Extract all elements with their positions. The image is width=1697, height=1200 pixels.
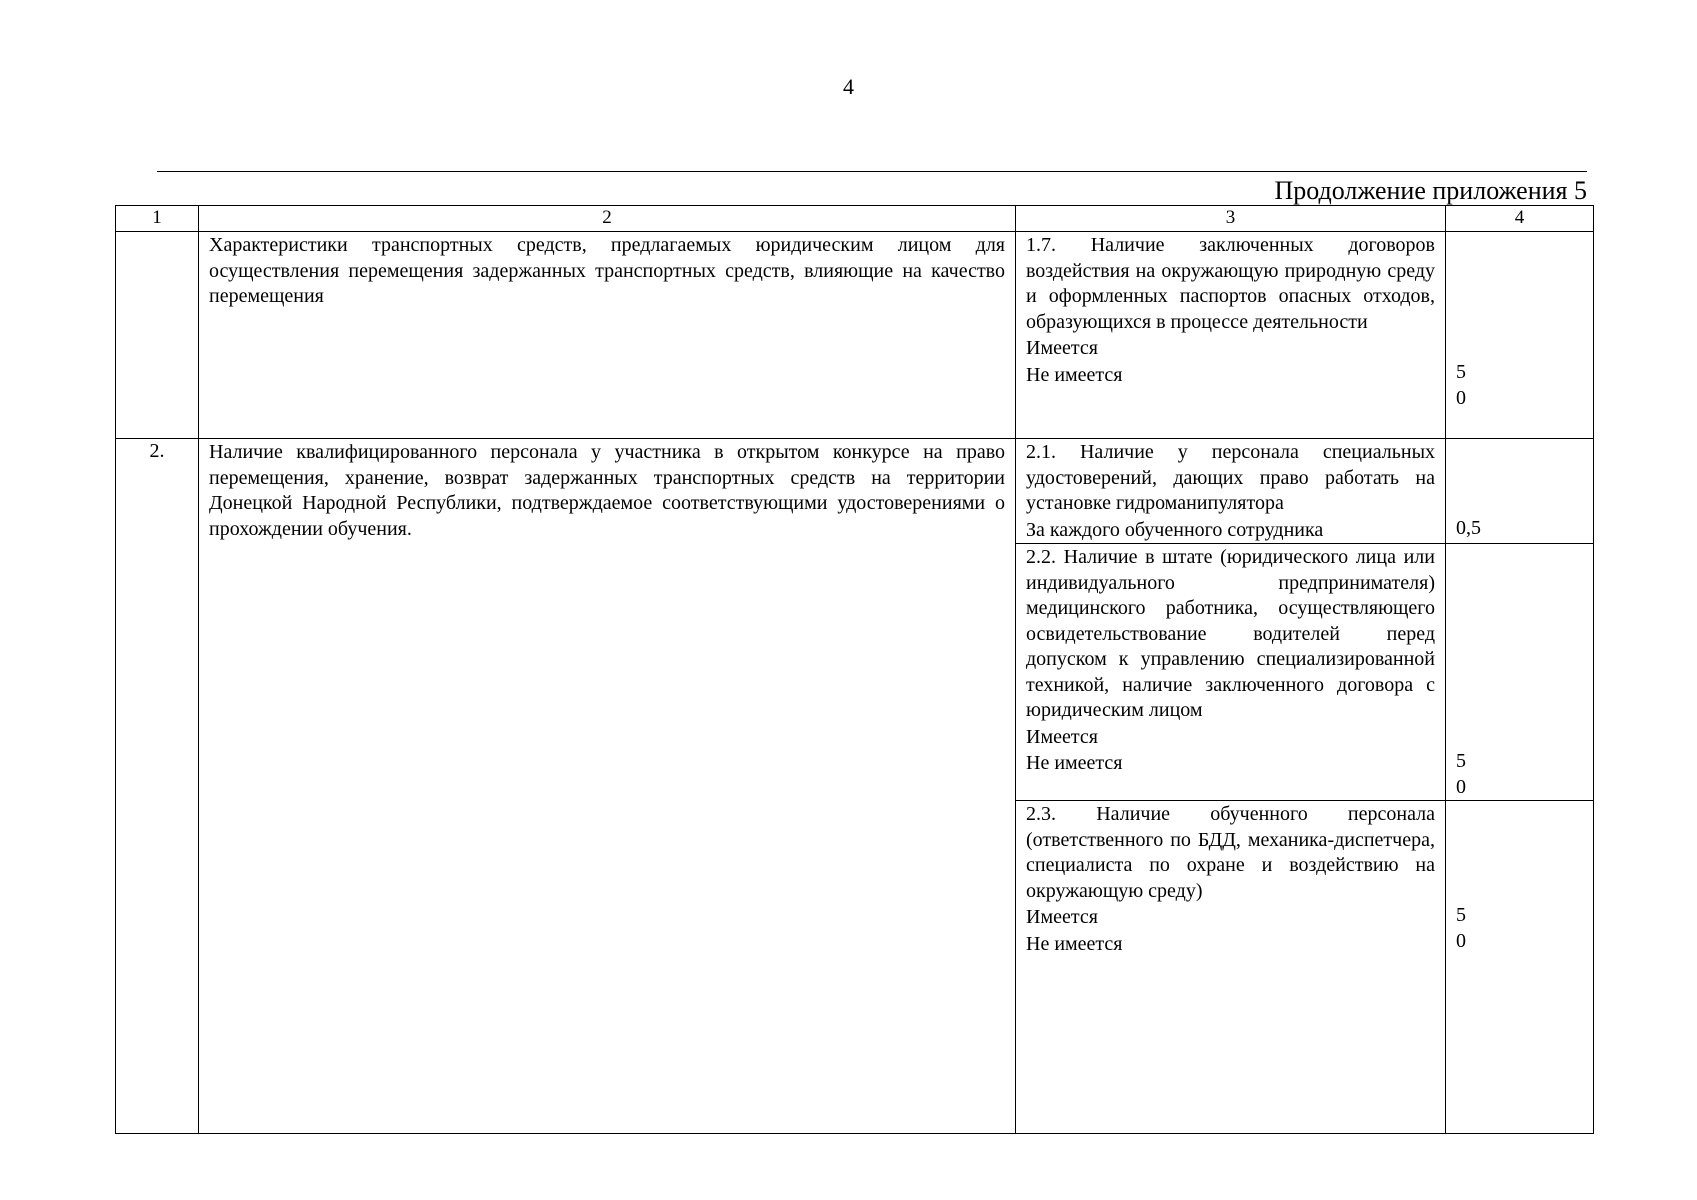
row-number bbox=[116, 232, 199, 439]
option-no: Не имеется bbox=[1026, 932, 1123, 955]
option-each-employee: За каждого обученного сотрудника bbox=[1026, 518, 1324, 541]
option-yes: Имеется bbox=[1026, 337, 1098, 359]
criterion-2-1-text: 2.1. Наличие у персонала специальных удостоверений, дающих право работать на установке гидроманипулятора bbox=[1026, 441, 1435, 514]
score-yes: 5 bbox=[1456, 750, 1466, 772]
option-no: Не имеется bbox=[1026, 752, 1123, 774]
table-header-row bbox=[116, 206, 1594, 232]
header-col-3: 3 bbox=[1016, 206, 1446, 232]
criterion-1-7-text: 1.7. Наличие заключенных договоров воздействия на окружающую природную среду и оформленных паспортов опасных отходов, образующихся в процессе деятельности bbox=[1026, 234, 1435, 333]
header-rule bbox=[157, 171, 1587, 172]
score-spacer bbox=[1446, 439, 1593, 516]
criterion-2-2-text: 2.2. Наличие в штате (юридического лица или индивидуального предпринимателя) медицинского работника, осуществляющего освидетельствование водителей перед допуском к управлению специализированной техникой, наличие заключенного договора с юридическим лицом bbox=[1026, 546, 1435, 721]
description-text: Наличие квалифицированного персонала у участника в открытом конкурсе на право перемещения, хранение, возврат задержанных транспортных средств на территории Донецкой Народной Республики, подтверждаемое соответствующими удостоверениями о прохождении обучения. bbox=[209, 441, 1005, 540]
description-text: Характеристики транспортных средств, предлагаемых юридическим лицом для осуществления перемещения задержанных транспортных средств, влияющие на качество перемещения bbox=[209, 234, 1005, 307]
score-spacer bbox=[1446, 801, 1593, 903]
score-spacer bbox=[1446, 544, 1593, 749]
criterion-cell-2-1 bbox=[1016, 439, 1446, 544]
score-spacer bbox=[1446, 232, 1593, 360]
score-cell-2-2 bbox=[1446, 544, 1594, 801]
continuation-title: Продолжение приложения 5 bbox=[1274, 176, 1587, 205]
score-cell-2-3 bbox=[1446, 801, 1594, 1134]
header-col-2: 2 bbox=[199, 206, 1016, 232]
criterion-cell-1-7 bbox=[1016, 232, 1446, 439]
criterion-cell-2-2 bbox=[1016, 544, 1446, 801]
option-no: Не имеется bbox=[1026, 363, 1123, 386]
table-row bbox=[116, 232, 1594, 439]
criterion-group-description bbox=[199, 439, 1016, 1134]
option-yes: Имеется bbox=[1026, 725, 1098, 748]
score-no: 0 bbox=[1456, 775, 1466, 798]
criteria-table bbox=[115, 205, 1594, 1134]
score-no: 0 bbox=[1456, 386, 1466, 409]
row-number: 2. bbox=[116, 439, 199, 1134]
score-each-employee: 0,5 bbox=[1456, 517, 1481, 539]
criterion-cell-2-3 bbox=[1016, 801, 1446, 1134]
score-cell-1-7 bbox=[1446, 232, 1594, 439]
page-number: 4 bbox=[843, 74, 854, 99]
criterion-group-description bbox=[199, 232, 1016, 439]
criterion-2-3-text: 2.3. Наличие обученного персонала (ответственного по БДД, механика-диспетчера, специалиста по охране и воздействию на окружающую среду) bbox=[1026, 803, 1435, 902]
score-yes: 5 bbox=[1456, 904, 1466, 926]
score-cell-2-1 bbox=[1446, 439, 1594, 544]
header-col-1: 1 bbox=[116, 206, 199, 232]
score-yes: 5 bbox=[1456, 361, 1466, 383]
score-no: 0 bbox=[1456, 929, 1466, 952]
option-yes: Имеется bbox=[1026, 906, 1098, 928]
header-col-4: 4 bbox=[1446, 206, 1594, 232]
table-row bbox=[116, 439, 1594, 544]
